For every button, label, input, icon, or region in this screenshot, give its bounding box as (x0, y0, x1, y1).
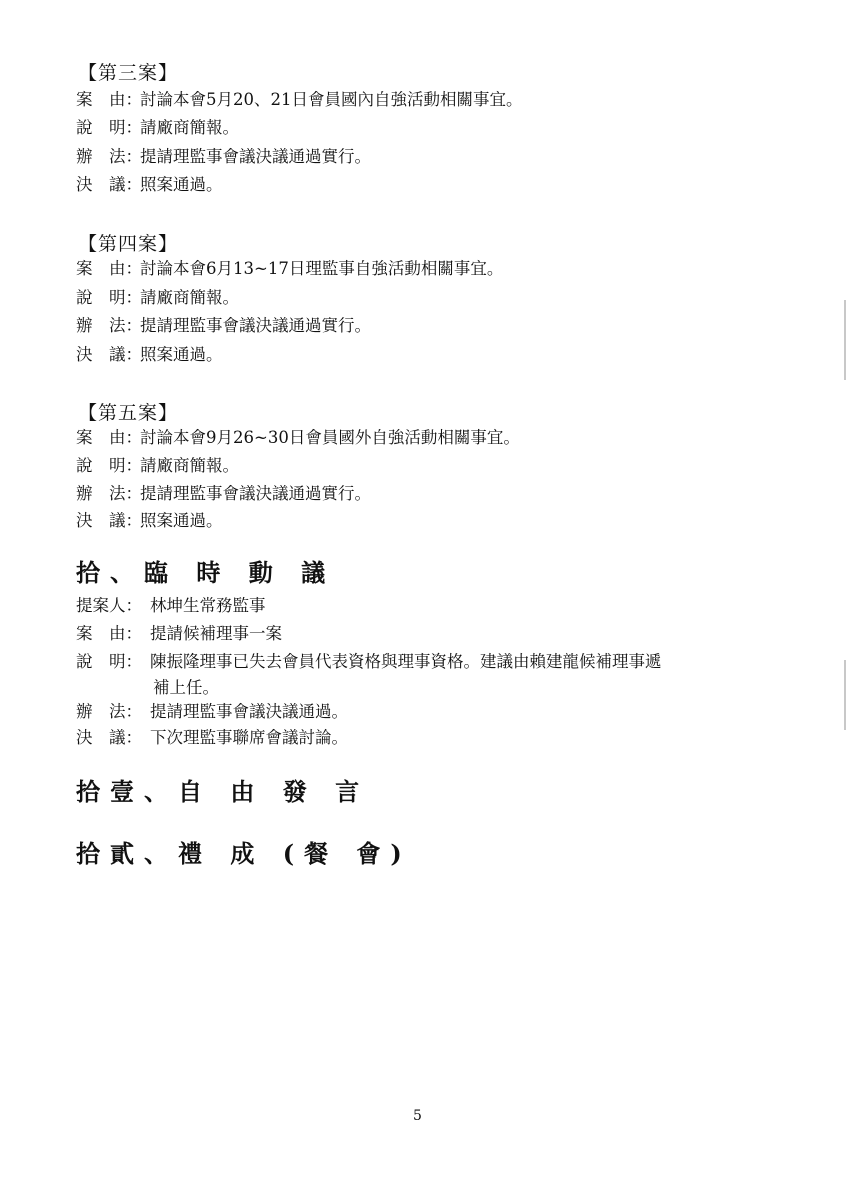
case3-method-label: 辦 法： (76, 147, 142, 166)
case4-reason-text: 討論本會6月13~17日理監事自強活動相關事宜。 (140, 259, 504, 278)
scan-edge-mark (844, 300, 846, 380)
case4-reason-label: 案 由： (76, 259, 142, 278)
case4-explain-text: 請廠商簡報。 (140, 288, 239, 307)
section10-resolution-label: 決 議： (76, 728, 142, 747)
case5-explain (76, 456, 239, 476)
case3-resolution-text: 照案通過。 (140, 175, 223, 194)
section10-method-text: 提請理監事會議決議通過。 (150, 702, 348, 721)
case5-title: 【第五案】 (78, 402, 179, 424)
case5-method (76, 484, 371, 504)
section10-explain (76, 652, 662, 672)
case5-reason (76, 428, 520, 448)
section10-explain-text: 陳振隆理事已失去會員代表資格與理事資格。建議由賴建龍候補理事遞 (150, 652, 662, 671)
section10-reason-label: 案 由： (76, 624, 142, 643)
case4-resolution-label: 決 議： (76, 345, 142, 364)
section10-resolution (76, 728, 348, 748)
case3-method-text: 提請理監事會議決議通過實行。 (140, 147, 371, 166)
case4-method-label: 辦 法： (76, 316, 142, 335)
case5-resolution-label: 決 議： (76, 511, 142, 530)
case5-explain-text: 請廠商簡報。 (140, 456, 239, 475)
case4-method-text: 提請理監事會議決議通過實行。 (140, 316, 371, 335)
section12-heading: 拾貳、禮 成 (餐 會) (76, 839, 412, 868)
section10-explain-label: 說 明： (76, 652, 142, 671)
section10-method-label: 辦 法： (76, 702, 142, 721)
case4-reason (76, 259, 503, 279)
scan-edge-mark (844, 660, 846, 730)
section10-proposer (76, 596, 266, 616)
case4-explain (76, 288, 239, 308)
case5-explain-label: 說 明： (76, 456, 142, 475)
section10-proposer-label: 提案人： (76, 596, 142, 615)
case3-explain (76, 118, 239, 138)
case5-reason-label: 案 由： (76, 428, 142, 447)
section11-heading: 拾壹、自 由 發 言 (76, 777, 370, 806)
case3-reason-text: 討論本會5月20、21日會員國內自強活動相關事宜。 (140, 90, 523, 109)
case4-title: 【第四案】 (78, 233, 179, 255)
case5-reason-text: 討論本會9月26~30日會員國外自強活動相關事宜。 (140, 428, 520, 447)
case5-method-label: 辦 法： (76, 484, 142, 503)
case3-title: 【第三案】 (78, 62, 179, 84)
case3-reason-label: 案 由： (76, 90, 142, 109)
case4-explain-label: 說 明： (76, 288, 142, 307)
case4-method (76, 316, 371, 336)
case3-reason (76, 90, 523, 110)
case5-resolution (76, 511, 223, 531)
section10-resolution-text: 下次理監事聯席會議討論。 (150, 728, 348, 747)
case5-method-text: 提請理監事會議決議通過實行。 (140, 484, 371, 503)
case4-resolution (76, 345, 223, 365)
case3-method (76, 147, 371, 167)
case3-resolution-label: 決 議： (76, 175, 142, 194)
section10-proposer-text: 林坤生常務監事 (150, 596, 266, 615)
case3-explain-text: 請廠商簡報。 (140, 118, 239, 137)
section10-heading: 拾、臨 時 動 議 (76, 558, 336, 587)
page-number: 5 (413, 1108, 422, 1124)
case5-resolution-text: 照案通過。 (140, 511, 223, 530)
case3-resolution (76, 175, 223, 195)
case3-explain-label: 說 明： (76, 118, 142, 137)
section10-explain-continuation: 補上任。 (153, 678, 219, 697)
section10-reason (76, 624, 282, 644)
case4-resolution-text: 照案通過。 (140, 345, 223, 364)
section10-reason-text: 提請候補理事一案 (150, 624, 282, 643)
section10-method (76, 702, 348, 722)
